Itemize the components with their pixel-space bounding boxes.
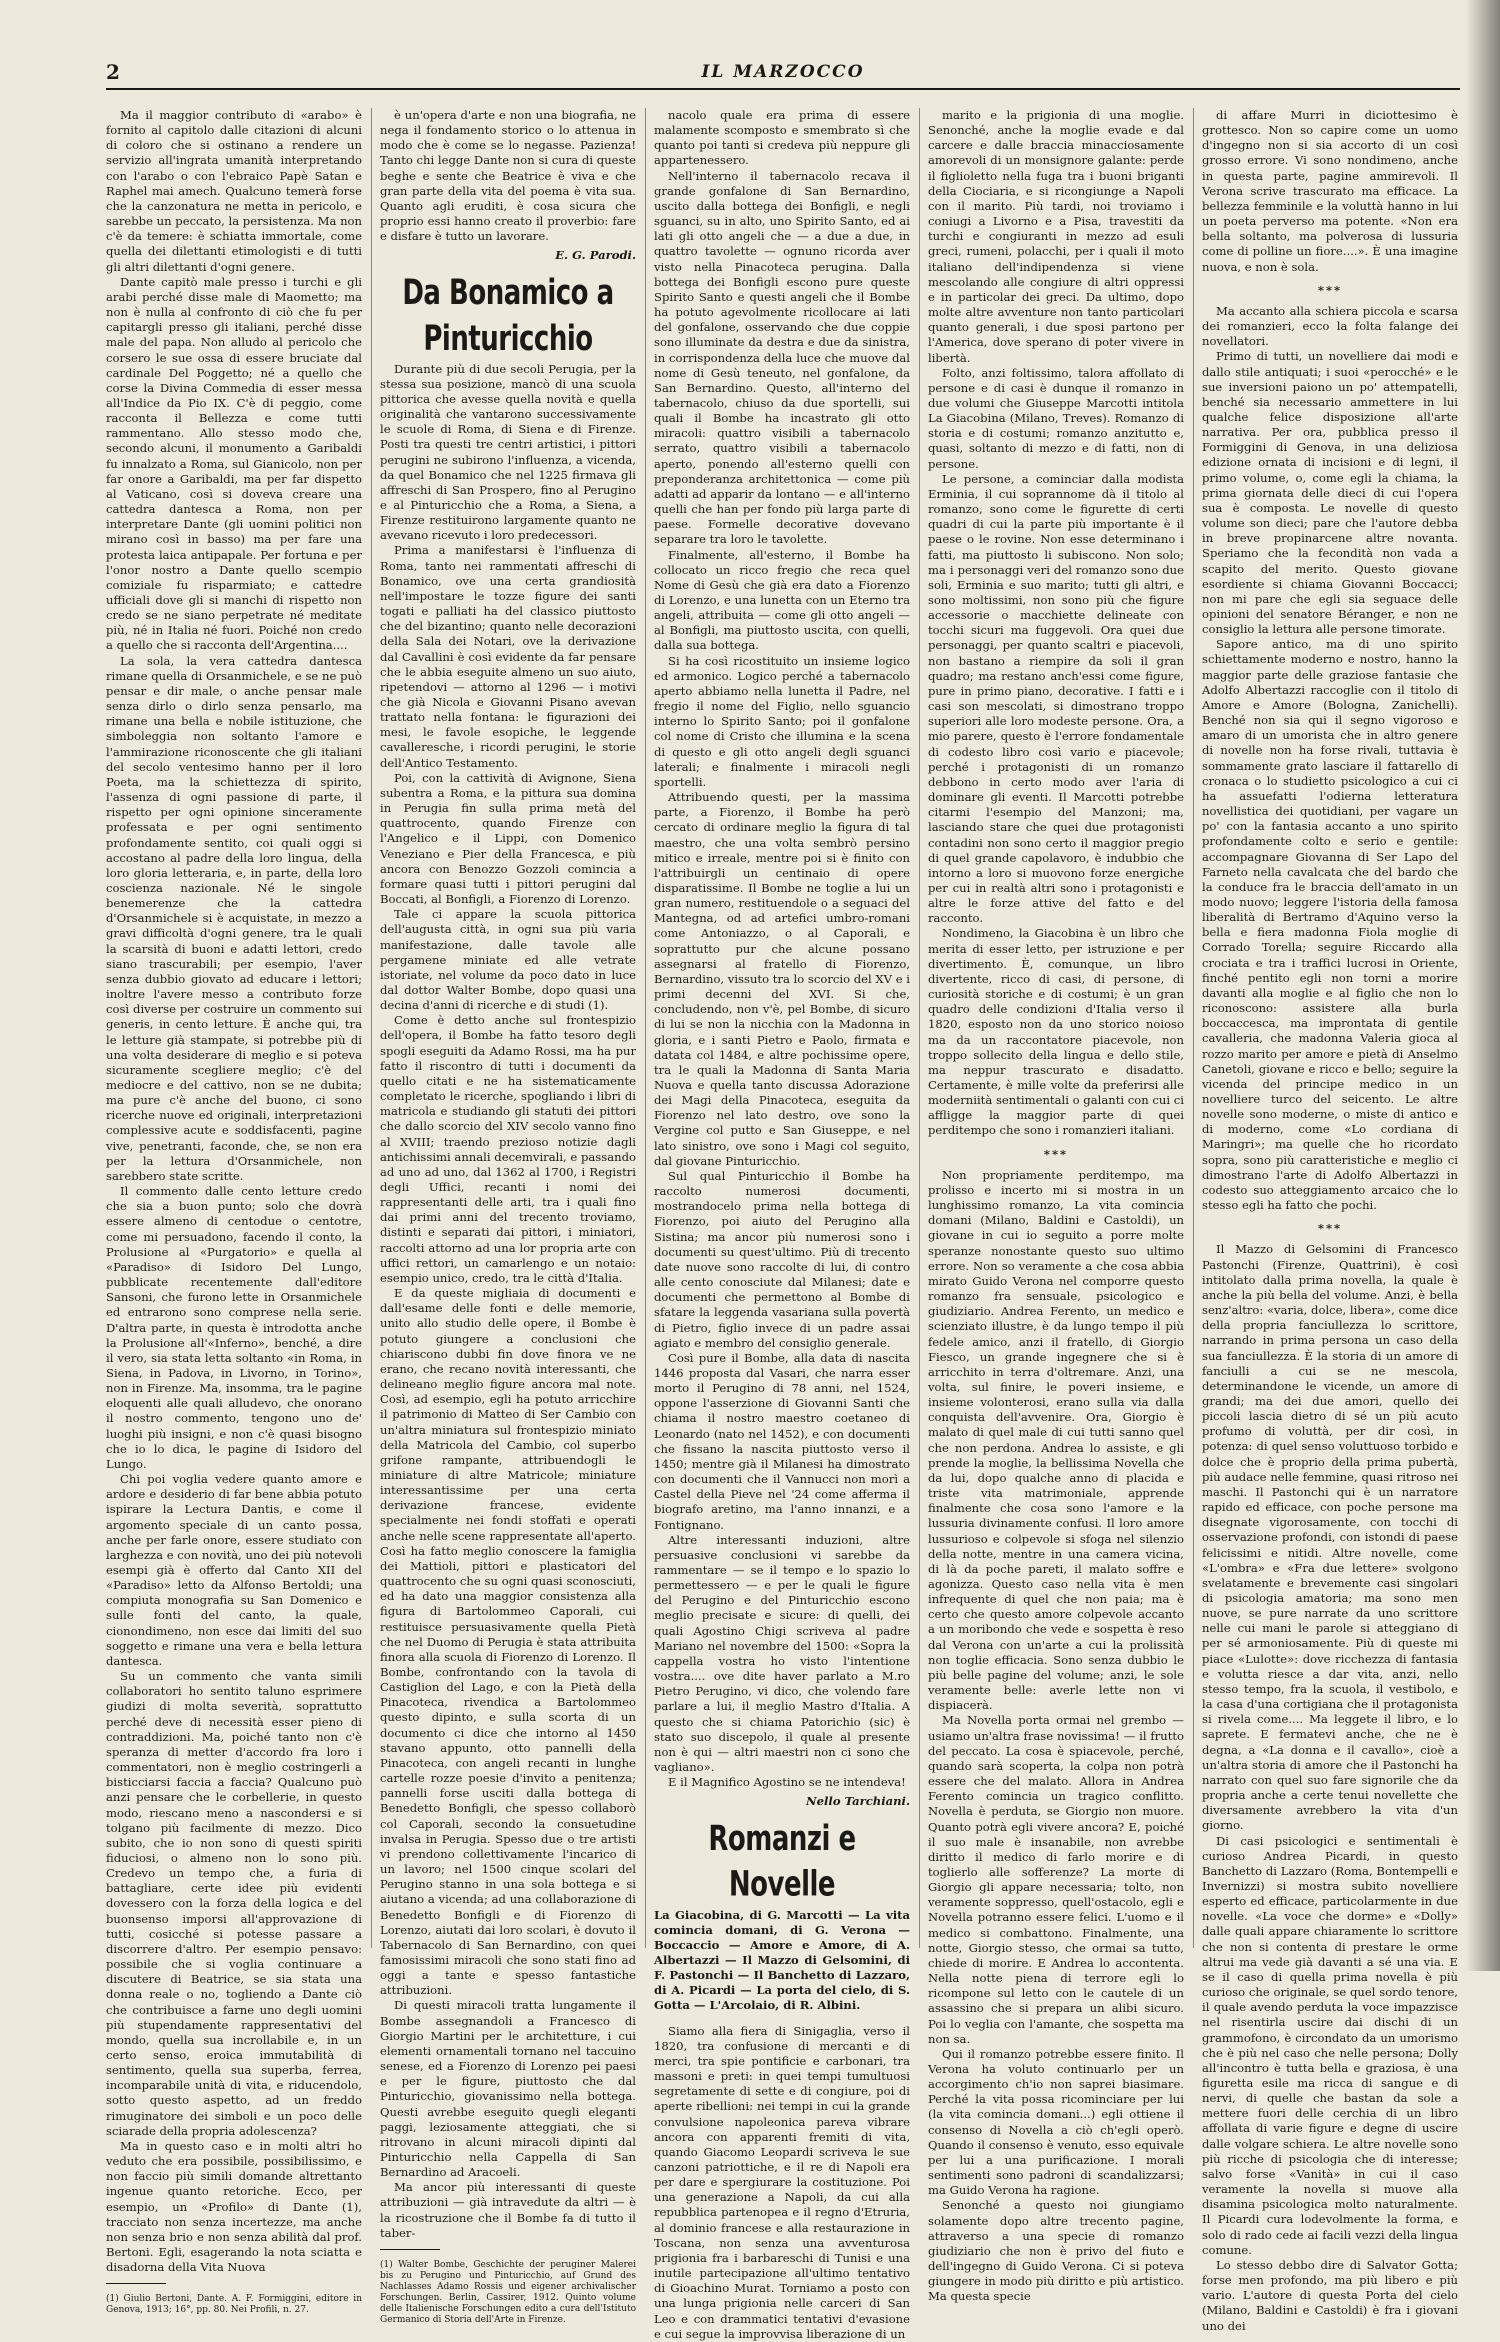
paragraph: Il commento dalle cento letture credo che sia a buon punto; solo che dovrà essere almeno di centodue o centotre, come mi persuadono, facendo il conto, la Prolusione al «Purgatorio» e quella al «Paradiso» di Isidoro Del Lungo, pubblicate recentemente dall'editore Sansoni, che furono lette in Orsanmichele ed entrarono sono comprese nella serie. D'altra parte, in questa è introdotta anche la Prolusione all'«Inferno», benché, a dire il vero, sia stata letta soltanto «in Roma, in Siena, in Padova, in Livorno, in Torino», non in Firenze. Ma, insomma, tra le pagine eloquenti alle quali alludevo, che onorano il nostro commento, tengono uno de' luoghi più insigni, e non c'è quasi bisogno che io lo dica, le pagine di Isidoro del Lungo. — [106, 1184, 362, 1471]
paragraph: Si ha così ricostituito un insieme logico ed armonico. Logico perché a tabernacolo aperto abbiamo nella lunetta il Padre, nel fregio il nome del Figlio, nello sguancio interno lo Spirito Santo; poi il gonfalone col nome di Cristo che illumina e la scena di questo e gli otto angeli degli sguanci laterali; e finalmente i miracoli negli sportelli. — [654, 653, 910, 789]
paragraph: Altre interessanti induzioni, altre persuasive conclusioni vi sarebbe da rammentare — se il tempo e lo spazio lo permettessero — e per le quali le figure del Perugino e del Pinturicchio escono meglio precisate e sicure: di quelli, dei quali Agostino Chigi scriveva al padre Mariano nel novembre del 1500: «Sopra la cappella vostra ho visto l'intentione vostra.... ove dite haver parlato a M.ro Pietro Perugino, vi dico, che volendo fare parlare a lui, il meglio Mastro d'Italia. A questo che si chiama Patorichio (sic) è stato suo discepolo, il quale al presente non è qui — altri maestri non ci sono che vagliano». — [654, 1532, 910, 1775]
reviewed-books-list: La Giacobina, di G. Marcotti — La vita comincia domani, di G. Verona — Boccaccio — Amore e Amore, di A. Albertazzi — Il Mazzo di Gelsomini, di F. Pastonchi — Il Banchetto di Lazzaro, di A. Picardi — La porta del cielo, di S. Gotta — L'Arcolaio, di R. Albini. — [654, 1907, 910, 2013]
column-rule — [371, 108, 372, 1948]
footnote: (1) Walter Bombe, Geschichte der peruginer Malerei bis zu Perugino und Pinturicchio, auf Grund des Nachlasses Adamo Rossis und eigener archivalischer Forschungen. Berlin, Cassirer, 1912. Quinto volume delle Italienische Forschungen edito a cura dell'Istituto Germanico di Storia dell'Arte in Firenze. — [380, 2259, 636, 2325]
section-separator: *** — [1317, 1221, 1343, 1236]
column-rule — [919, 108, 920, 1948]
footnote-divider — [106, 2283, 166, 2284]
paragraph: Ma Novella porta ormai nel grembo — usiamo un'altra frase novissima! — il frutto del peccato. La cosa è spiacevole, perché, quando sarà scoperta, la colpa non potrà essere che del malato. Allora in Andrea Ferento comincia un tragico conflitto. Novella è perduta, se Giorgio non muore. Quanto potrà egli vivere ancora? E, poiché il suo male è insanabile, non avrebbe diritto il medico di farlo morire e di toglierlo alle sofferenze? La morte di Giorgio gli appare necessaria; tolto, non veramente soppresso, quell'ostacolo, egli e Novella potranno essere felici. L'uomo e il medico si combattono. Finalmente, una notte, Giorgio stesso, che ormai sa tutto, chiede di morire. E Andrea lo accontenta. Nella notte piena di terrore egli lo ricompone sul letto con le cautele di un assassino che si prepara un alibi sicuro. Poi lo veglia con l'amante, che sospetta ma non sa. — [928, 1713, 1184, 2046]
paragraph: Siamo alla fiera di Sinigaglia, verso il 1820, tra confusione di mercanti e di merci, tra spie pontificie e carbonari, tra massoni e preti: in quei tempi tumultuosi segretamente di sette e di congiure, poi di aperte ribellioni: nei tempi in cui la grande convulsione napoleonica pareva vibrare ancora con apparenti fremiti di vita, quando Giacomo Leopardi scriveva le sue canzoni patriottiche, e il re di Napoli era per dare e spergiurare la costituzione. Poi una generazione a Napoli, da cui alla repubblica partenopea e il regno d'Etruria, al dominio francese e alla restaurazione in Toscana, non senza una avventurosa prigionia fra i barbareschi di Tunisi e una inutile partecipazione all'ultimo tentativo di Gioachino Murat. Torniamo a posto con una lunga prigionia nelle carceri di San Leo e con drammatici tentativi d'evasione e cui segue la improvvisa liberazione di un — [654, 2023, 910, 2341]
paragraph: Poi, con la cattività di Avignone, Siena subentra a Roma, e la pittura sua domina in Perugia fin sulla prima metà del quattrocento, quando Firenze con l'Angelico e il Lippi, con Domenico Veneziano e Pier della Francesca, e più ancora con Benozzo Gozzoli comincia a formare quasi tutti i pittori perugini dal Boccati, al Bonfigli, a Fiorenzo di Lorenzo. — [380, 770, 636, 907]
paragraph: Attribuendo questi, per la massima parte, a Fiorenzo, il Bombe ha però cercato di ordinare meglio la figura di tal maestro, che una volta sembrò persino mitico e irreale, mentre poi si è finito con l'attribuirgli un centinaio di opere disparatissime. Il Bombe ne toglie a lui un gran numero, restituendole o a seguaci del Mantegna, od ad artefici umbro-romani come Antoniazzo, o al Caporali, e soprattutto pur che alcune possano assegnarsi al fratello di Fiorenzo, Bernardino, vissuto tra lo scorcio del XV e i primi decenni del XVI. Si che, concludendo, non v'è, pel Bombe, di sicuro di lui se non la nicchia con la Madonna in gloria, e i santi Pietro e Paolo, firmata e datata col 1484, e altre pochissime opere, tra le quali la Madonna di Santa Maria Nuova e quella tanto discussa Adorazione dei Magi della Pinacoteca, eseguita da Fiorenzo nel lato destro, ove sono la Vergine col putto e San Giuseppe, e nel lato sinistro, ove sono i Magi col seguito, dal giovane Pinturicchio. — [654, 790, 910, 1168]
paragraph: E da queste migliaia di documenti e dall'esame delle fonti e delle memorie, unito allo studio delle opere, il Bombe è potuto giungere a conclusioni che chiariscono dubbi fin dove finora ve ne erano, che recano novità interessanti, che delineano meglio figure ancora mal note. Così, ad esempio, egli ha potuto arricchire il patrimonio di Matteo di Ser Cambio con un'altra miniatura sul frontespizio miniato della Matricola del Cambio, col superbo grifone rampante, attribuendogli le miniature di altre Matricole; miniature interessantissime per una certa derivazione francese, evidente specialmente nei fondi stoffati e operati anche nelle scene rappresentate all'aperto. Così ha fatto meglio conoscere la famiglia dei Mattioli, pittori e plasticatori del quattrocento che su ogni quasi sconosciuti, ed ha dato una maggior consistenza alla figura di Bartolommeo Caporali, cui restituisce persuasivamente quella Pietà che nel Duomo di Perugia è stata attribuita finora alla scuola di Fiorenzo di Lorenzo. Il Bombe, confrontando con la tavola di Castiglion del Lago, e con la Pietà della Pinacoteca, rivendica a Bartolommeo questo dipinto, e sulla scorta di un documento ci dice che intorno al 1450 stavano appunto, otto pannelli della Pinacoteca, con angeli recanti in lunghe cartelle rozze poesie d'invito a penitenza; pannelli forse usciti dalla bottega di Benedetto Bonfigli, che spesso collaborò col Caporali, secondo la consuetudine invalsa in Perugia. Spesso due o tre artisti vi prendono collettivamente l'incarico di un lavoro; nel 1500 cinque scolari del Perugino stanno in una sola bottega e si aiutano a vicenda; ad una collaborazione di Benedetto Bonfigli e di Fiorenzo di Lorenzo, aiutati dai loro scolari, è dovuto il Tabernacolo di San Bernardino, con quei famosissimi miracoli che sono stati fino ad oggi a tante e spesso fantastiche attribuzioni. — [380, 1286, 636, 1998]
author-signature: E. G. Parodi. — [555, 248, 636, 263]
paragraph: Tale ci appare la scuola pittorica dell'augusta città, in ogni sua più varia manifestazione, dalle tavole alle pergamene miniate ed alle vetrate istoriate, nel volume da poco dato in luce dal dottor Walter Bombe, dopo quasi una decina d'anni di ricerche e di studi (1). — [380, 907, 636, 1013]
section-separator: *** — [1043, 1146, 1069, 1161]
paragraph: Su un commento che vanta simili collaboratori ho sentito taluno esprimere giudizi di molta severità, soprattutto perché deve di necessità esser pieno di contraddizioni. Ma, poiché tanto non c'è speranza di metter d'accordo fra loro i commentatori, non è meglio costringerli a bisticciarsi faccia a faccia? Qualcuno può anzi pensare che le corbellerie, in questo modo, riescano meno a nascondersi e si tolgano più facilmente di mezzo. Dico subito, che io non sono di questi spiriti fiduciosi, o almeno non lo sono più. Credevo un tempo che, a furia di battagliare, certe idee più evidenti dovessero con la forza della logica e del buonsenso imporsi all'approvazione di tutti, cosicché si potesse passare a discorrere d'altro. Per esempio pensavo: possibile che si voglia continuare a discutere di Beatrice, se sia stata una donna reale o no, togliendo a Dante ciò che contribuisce a farne uno degli uomini più stupendamente rappresentativi del mondo, quella sua incrollabile e, in un certo senso, eroica immutabilità di sentimento, quella sua superba, ferrea, incomparabile unità di vita, e riducendolo, sotto questo aspetto, ad un freddo rimuginatore dei simboli e un poco delle sciarade della propria adolescenza? — [106, 1669, 362, 2138]
paragraph: Ma accanto alla schiera piccola e scarsa dei romanzieri, ecco la folta falange dei novellatori. — [1202, 303, 1458, 349]
paragraph: Qui il romanzo potrebbe essere finito. Il Verona ha voluto continuarlo per un accorgimento ch'io non saprei biasimare. Perché la vita possa ricominciare per lui (la vita comincia domani...) egli ottiene il consenso di Novella a ciò ch'egli operò. Quando il consenso è venuto, esso equivale per lui a una purificazione. I morali sentimenti sono padroni di scandalizzarsi; ma Guido Verona ha ragione. — [928, 2046, 1184, 2198]
paragraph: Ma il maggior contributo di «arabo» è fornito al capitolo dalle citazioni di alcuni di coloro che si ostinano a rendere un servizio all'ingrata umanità interpretando con l'arabo o con l'ebraico Papè Satan e Raphel mai amech. Qualcuno temerà forse che la canzonatura ne metta in pericolo, e sarebbe un peccato, la persistenza. Ma non c'è da temere: è schiatta immortale, come quella dei dilettanti etimologisti e di tutti gli altri dilettanti d'ogni genere. — [106, 108, 362, 274]
paragraph: La sola, la vera cattedra dantesca rimane quella di Orsanmichele, e se ne può pensar e dir male, o anche pensar male senza dirlo o dirlo senza pensarlo, ma rimane una bella e nobile istituzione, che simboleggia non soltanto l'amore e l'ammirazione riconoscente che gli italiani del secolo ventesimo hanno per il loro Poeta, ma la schiettezza di spirito, l'assenza di ogni passione di parte, il rispetto per ogni opinione sinceramente professata e per ogni sentimento profondamente sentito, coi quali oggi si accostano al padre della loro lingua, della loro gloria letteraria, e, in parte, della loro coscienza nazionale. Né le singole benemerenze che la cattedra d'Orsanmichele si è acquistate, in mezzo a gravi difficoltà d'ogni genere, tra le quali la scarsità di buoni e adatti lettori, credo siano trascurabili; per esempio, l'aver senza dubbio giovato ad educare i lettori; inoltre l'avere messo a contributo forze così diverse per costruire un commento sui generis, in cento letture. È anche qui, tra le letture già stampate, si potrebbe più di una volta desiderare di meglio e si poteva sicuramente scegliere meglio; c'è del mediocre e del cattivo, non se ne dubita; ma pure c'è anche del buono, ci sono ricerche nuove ed originali, interpretazioni complessive acute e soddisfacenti, pagine vive, penetranti, faconde, che, se non era per la lettura d'Orsanmichele, non sarebbero state scritte. — [106, 653, 362, 1183]
paragraph: Non propriamente perditempo, ma prolisso e incerto mi si mostra in un lunghissimo romanzo, La vita comincia domani (Milano, Baldini e Castoldi), un giovane in cui io seguito a porre molte speranze nonostante questo suo ultimo errore. Non so veramente a che cosa abbia mirato Guido Verona nel comporre questo romanzo fra sensuale, psicologico e giudiziario. Andrea Ferento, un medico e scienziato illustre, è da lungo tempo il più fedele amico, anzi il fratello, di Giorgio Fiesco, un grande ingegnere che si è arricchito in terra d'oltremare. Anzi, una volta, sul finire, le poveri insieme, e insieme volonterosi, erano sulla via dalla conquista dell'avvenire. Ora, Giorgio è malato di quel male di cui tutti sanno quel che non perdona. Andrea lo assiste, e gli prende la moglie, la bellissima Novella che da lui, dopo qualche anno di placida e triste vita matrimoniale, apprende finalmente che cosa sono l'amore e la lussuria divinamente confusi. Il loro amore lussurioso e colpevole si sfoga nel silenzio della notte, mentre in una camera vicina, di là da poche pareti, il malato soffre e agonizza. Questo caso nella vita è men infrequente di quel che non paia; ma è certo che questo amore colpevole accanto a un moribondo che vede e sospetta è reso dal Verona con un'arte a cui la prolissità non toglie efficacia. Sono senza dubbio le più belle pagine del volume; anzi, le sole veramente belle: averle lette non vi dispiacerà. — [928, 1167, 1184, 1713]
paragraph: Folto, anzi foltissimo, talora affollato di persone e di casi è dunque il romanzo in due volumi che Giuseppe Marcotti intitola La Giacobina (Milano, Treves). Romanzo di storia e di costumi; romanzo anzitutto e, quasi, soltanto di mezzo e di fatti, non di persone. — [928, 365, 1184, 471]
paragraph: Di questi miracoli tratta lungamente il Bombe assegnandoli a Francesco di Giorgio Martini per le architetture, i cui elementi ornamentali tornano nel taccuino senese, ed a Fiorenzo di Lorenzo pei paesi e per le figure, piuttosto che dal Pinturicchio, giovanissimo nella bottega. Questi avrebbe eseguito quegli eleganti paggi, leziosamente atteggiati, che si ritrovano in alcuni miracoli dipinti dal Pinturicchio nella Cappella di San Bernardino ad Aracoeli. — [380, 1998, 636, 2180]
paragraph: Nondimeno, la Giacobina è un libro che merita di esser letto, per istruzione e per divertimento. È, comunque, un libro divertente, ricco di casi, di persone, di curiosità storiche e di costumi; è un gran quadro delle condizioni d'Italia verso il 1820, esposto non da uno storico noioso ma da un raccontatore piacevole, non troppo sollecito della lingua e dello stile, ma neppur trascurato e disadatto. Certamente, è mille volte da preferirsi alle moderniità sentimentali o galanti con cui ci affligge la maggior parte di quei perditempo che sono i romanzieri italiani. — [928, 926, 1184, 1138]
paragraph: Dante capitò male presso i turchi e gli arabi perché disse male di Maometto; ma non è nulla al confronto di ciò che fu per capitargli presso gli italiani, perché disse male del papa. Non alludo al pericolo che corsero le sue ossa di essere bruciate dal cardinale Del Poggetto; né a quello che corse la Divina Commedia di esser messa all'Indice da Pio IX. C'è di peggio, come racconta il Bellezza e come tutti rammentano. Allo stesso modo che, secondo alcuni, il monumento a Garibaldi fu innalzato a Roma, sul Gianicolo, non per far onore a Garibaldi, ma per far dispetto al Vaticano, così si doveva creare una cattedra dantesca a Roma, non per interpretare Dante (gli uomini politici non mirano così in basso) ma per fare una protesta laica antipapale. Per fortuna e per l'onor nostro a Dante quello scempio comiziale fu risparmiato; e cattedre ufficiali dove gli si manchi di rispetto non credo se ne siano perpetrate né meditate più, né in Italia né fuori. Poiché non credo a quello che si racconta dell'Argentina.... — [106, 274, 362, 653]
paragraph: nacolo quale era prima di essere malamente scomposto e smembrato sì che quanto poi tanti si credeva più neppure gli appartenessero. — [654, 108, 910, 168]
paragraph: marito e la prigionia di una moglie. Senonché, anche la moglie evade e dal carcere e dalle braccia minacciosamente amorevoli di un monsignore galante: perde il figlioletto nella fuga tra i buoni briganti della Ciociaria, e si ricongiunge a Napoli con il marito. Più tardi, noi troviamo i coniugi a Livorno e a Pisa, travestiti da turchi e congiuranti in mezzo ad esuli greci, rumeni, polacchi, per i quali il moto italiano dell'indipendenza si viene mescolando alle congiure di altri oppressi e in particolar dei greci. Da ultimo, dopo molte altre avventure non tanto particolari quanto generali, i due sposi partono per l'America, dove sperano di poter vivere in libertà. — [928, 108, 1184, 365]
paragraph: Il Mazzo di Gelsomini di Francesco Pastonchi (Firenze, Quattrini), è così intitolato dalla prima novella, la quale è anche la più bella del volume. Anzi, è bella senz'altro: «varia, dolce, libera», come dice della propria fanciullezza lo scrittore, narrando in prima persona un caso della sua fanciullezza. È la storia di un amore di fanciulli a cui se ne mescola, determinandone le vicende, un amore di grandi; ma dei due amori, quello dei piccoli lascia dietro di sé un più acuto profumo di voluttà, per dir così, in potenza: di quel senso voluttuoso torbido e dolce che è proprio della prima pubertà, più audace nelle femmine, quasi ritroso nei maschi. Il Pastonchi qui è un narratore rapido ed efficace, con poche persone ma disegnate vigorosamente, con tocchi di osservazione profondi, con istondi di paese felicissimi e nitidi. Altre novelle, come «L'ombra» e «Fra due lettere» svolgono svelatamente e brevemente casi singolari di psicologia amatoria; ma sono men nuove, se pure narrate da uno scrittore nelle cui mani le parole si atteggiano di per sé armoniosamente. Più di queste mi piace «Lulotte»: dove ricchezza di fantasia e volutta riesce a dar vita, anzi, nello stesso tempo, fra la scuola, il vestibolo, e la casa d'una cortigiana che il protagonista si rivela come.... Ma leggete il libro, e lo saprete. E fermatevi anche, che ne è degna, a «La donna e il cavallo», cioè a un'altra storia di amore che il Pastonchi ha narrato con quel suo fare signorile che da propria anche a certe tenui novellette che diversamente avrebbero la vita d'un giorno. — [1202, 1242, 1459, 1833]
paragraph: Nell'interno il tabernacolo recava il grande gonfalone di San Bernardino, uscito dalla bottega dei Bonfigli, e negli sguanci, su in alto, uno Spirito Santo, ed ai lati gli otto angeli che — a due a due, in quattro tavolette — ognuno ricorda aver visto nella Pinacoteca perugina. Dalla bottega dei Bonfigli escono pure queste Spirito Santo e questi angeli che il Bombe ha potuto agevolmente ricollocare ai lati del gonfalone, osservando che due coppie sono illuminate da destra e due da sinistra, in corrispondenza della luce che muove dal nome di Gesù teneuto, nel gonfalone, da San Bernardino. Questo, all'interno del tabernacolo, chiuso da due sportelli, sui quali il Bombe ha incastrato gli otto miracoli: quattro visibili a tabernacolo serrato, quattro visibili a tabernacolo aperto, ponendo all'esterno quelli con preponderanza architettonica — come più adatti ad apparir da lontano — e all'interno quelli che han per fondo più larga parte di paese. Formelle decorative dovevano separare tra loro le tavolette. — [654, 168, 910, 547]
column-4 — [928, 108, 1184, 2304]
paragraph: Come è detto anche sul frontespizio dell'opera, il Bombe ha fatto tesoro degli spogli eseguiti da Adamo Rossi, ma ha pur fatto il riscontro di tutti i documenti da quello citati e ne ha sistematicamente completato le ricerche, spogliando i libri di matricola e studiando gli statuti dei pittori che dallo scorcio del XIV secolo vanno fino al XVIII; traendo prezioso notizie dagli antichissimi annali decemvirali, e passando ad uno ad uno, dal 1362 al 1700, i Registri degli Uffici, recanti i nomi dei rappresentanti delle arti, tra i quali fino dai primi anni del trecento troviamo, distinti e separati dai pittori, i miniatori, raccolti attorno ad una lor propria arte con uffici rettori, un camarlengo e un notaio: esempio unico, credo, tra le città d'Italia. — [380, 1013, 636, 1285]
paragraph: Chi poi voglia vedere quanto amore e ardore e desiderio di far bene abbia potuto ispirare la Lectura Dantis, e come il argomento speciale di un canto possa, anche per farle onore, essere studiato con larghezza e con novità, uno dei più notevoli esempi già è offerto dal Canto XII del «Paradiso» letto da Alfonso Bertoldi; una compiuta monografia su San Domenico e sulle fonti del canto, la quale, cionondimeno, non esce dai limiti del suo soggetto e rimane una vera e bella lettura dantesca. — [106, 1472, 363, 1668]
paragraph: Sapore antico, ma di uno spirito schiettamente moderno e nostro, hanno la maggior parte delle graziose fantasie che Adolfo Albertazzi raccoglie con il titolo di Amore e Amore (Bologna, Zanichelli). Benché non sia qui il segno vigoroso e amaro di un umorista che in altro genere di novelle non ha forse rivali, tuttavia è sommamente grato lasciare il fattarello di cronaca o lo studietto psicologico a cui ci ha assuefatti l'odierna letteratura novellistica dei quotidiani, per vagare un po' con la fantasia accanto a uno spirito profondamente colto e serio e gentile: accompagnare Giovanna di Ser Lapo del Farneto nella cavalcata che del bardo che la conduce fra le braccia dell'amato in un modo nuovo; leggere l'istoria della famosa liberalità di Bertramo d'Aquino verso la bella e fiera madonna Fiola moglie di Corrado Torella; seguire Riccardo alla crociata e tra i traffici lucrosi in Oriente, finché pentito egli non torni a morire davanti alla moglie e al figlio che non lo riconoscono: assistere alla burla boccaccesca, ma improntata di gentile cavalleria, che madonna Valeria gioca al rozzo marito per amore e pietà di Anselmo Canetoli, giovane e ricco e bello; seguire la vicenda del principe medico in un novelliere turco del seicento. Le altre novelle sono moderne, o miste di antico e di moderno, come «Lo cordiana di Maringri»; ma quelle che ho ricordato sopra, sono più caratteristiche e meglio ci dimostrano l'arte di Adolfo Albertazzi in codesto suo atteggiamento arcaico che lo stesso egli ha fatto che pochi. — [1202, 637, 1458, 1213]
column-1 — [106, 108, 363, 2316]
paragraph: Le persone, a cominciar dalla modista Erminia, il cui soprannome dà il titolo al romanzo, sono come le figurette di certi quadri di cui la parte più importante è il paese o le rovine. Non esse determinano i fatti, ma piuttosto li subiscono. Non solo; ma i personaggi veri del romanzo sono due soli, Erminia e suo marito; tutti gli altri, e sono moltissimi, non sono più che figure accessorie o macchiette delineate con tocchi sicuri ma fuggevoli. Ora quei due personaggi, per quanto scaltri e piacevoli, non bastano a riempire da soli il gran quadro; ma restano anch'essi come figure, pure in primo piano, decorative. I fatti e i casi son mescolati, si dimostrano troppo superiori alle loro modeste persone. Ora, a mio parere, questo è l'errore fondamentale di codesto libro così vario e piacevole; perché i protagonisti di un romanzo debbono in certo modo aver l'aria di dominare gli eventi. Il Marcotti potrebbe citarmi l'esempio del Manzoni; ma, lasciando stare che quei due protagonisti contadini non sono certo il maggior pregio di quel grande capolavoro, è indubbio che intorno a loro si muovono forze energiche per cui in realtà altri sono i protagonisti e altre le forze attive del fatto e del racconto. — [928, 471, 1184, 926]
paragraph: Lo stesso debbo dire di Salvator Gotta; forse men profondo, ma più libero e più vario. L'autore di questa Porta del cielo (Milano, Baldini e Castoldi) è fra i giovani uno dei — [1202, 2257, 1458, 2333]
paragraph: Ma ancor più interessanti di queste attribuzioni — già intravedute da altri — è la ricostruzione che il Bombe fa di tutto il taber- — [380, 2180, 636, 2240]
page-edge-shadow — [1466, 0, 1500, 1971]
article-title: Da Bonamico a Pinturicchio — [402, 272, 614, 359]
column-3 — [654, 108, 910, 2341]
author-signature: Nello Tarchiani. — [806, 1794, 910, 1809]
section-separator: *** — [1317, 282, 1343, 297]
paragraph: Senonché a questo noi giungiamo solamente dopo altre trecento pagine, attraverso a una specie di romanzo giudiziario che non è privo del fiuto e dell'ingegno di Guido Verona. Ci si poteva giungere in modo più diritto e più artistico. Ma questa specie — [928, 2198, 1184, 2304]
paragraph: Durante più di due secoli Perugia, per la stessa sua posizione, mancò di una scuola pittorica che avesse quella novità e quella originalità che vantarono successivamente le scuole di Roma, di Siena e di Firenze. Posti tra questi tre centri artistici, i pittori perugini ne subirono l'influenza, a vicenda, da quel Bonamico che nel 1225 firmava gli affreschi di San Prospero, fino al Perugino e al Pinturicchio che a Roma, a Siena, a Firenze restituirono largamente quanto ne avevano ricevuto i loro predecessori. — [380, 361, 636, 543]
paragraph: Ma in questo caso e in molti altri ho veduto che era possibile, possibilissimo, e non faccio più simili domande altrettanto ingenue quanto retoriche. Ecco, per esempio, un «Profilo» di Dante (1), tracciato non senza incertezze, ma anche non senza brio e non senza abilità dal prof. Bertoni. Egli, esagerando la nota sciatta e disadorna della Vita Nuova — [106, 2138, 362, 2275]
footnote: (1) Giulio Bertoni, Dante. A. F. Formiggini, editore in Genova, 1913; 16°, pp. 80. Nei Profili, n. 27. — [106, 2294, 362, 2316]
paragraph: Così pure il Bombe, alla data di nascita 1446 proposta dal Vasari, che narra esser morto il Perugino di 78 anni, nel 1524, oppone l'asserzione di Giovanni Santi che chiama il nostro maestro coetaneo di Leonardo (nato nel 1452), e con documenti che fissano la nascita piuttosto verso il 1450; mentre già il Milanesi ha dimostrato con documenti che il Vannucci non morì a Castel della Pieve nel '24 come afferma il biografo aretino, ma l'anno innanzi, e a Fontignano. — [654, 1350, 910, 1532]
column-2 — [380, 108, 636, 2325]
article-title: Romanzi e Novelle — [708, 1818, 856, 1905]
paragraph: è un'opera d'arte e non una biografia, ne nega il fondamento storico o lo attenua in modo che è come se lo negasse. Pazienza! Tanto chi legge Dante non si cura di queste beghe e sente che Beatrice è viva e che gran parte della vita del poema è vita sua. Quanto agli eruditi, è cosa sicura che proprio essi hanno creato il proverbio: fare e disfare è tutto un lavorare. — [380, 108, 636, 244]
paragraph: Prima a manifestarsi è l'influenza di Roma, tanto nei rammentati affreschi di Bonamico, ove una certa grandiosità nell'impostare le tozze figure dei santi togati e palliati ha del classico piuttosto che del bizantino; quanto nelle decorazioni della Sala dei Notari, ove la derivazione dal Cavallini è così evidente da far pensare che le abbia eseguite almeno un suo aiuto, ripetendovi — attorno al 1296 — i motivi che già Nicola e Giovanni Pisano avevan trattato nella fontana: le figurazioni dei mesi, le favole esopiche, le leggende cavalleresche, i ricordi perugini, le storie dell'Antico Testamento. — [380, 543, 636, 770]
masthead: IL MARZOCCO — [701, 62, 865, 82]
column-rule — [645, 108, 646, 1948]
footnote-divider — [380, 2249, 440, 2250]
column-5 — [1202, 108, 1459, 2333]
column-rule — [1193, 108, 1194, 1948]
paragraph: Primo di tutti, un novelliere dai modi e dallo stile antiquati; i suoi «perocché» e le sue inversioni paiono un po' attempatelli, benché sia necessario ammettere in lui qualche felice disposizione all'arte narrativa. Per ora, pubblica presso il Formiggini di Genova, in una deliziosa edizione ornata di incisioni e di legni, il primo volume, o, come egli la chiama, la prima giornata delle dieci di cui l'opera sua è composta. Le novelle di questo volume son dieci; pare che l'autore debba in breve propinarcene altre novanta. Speriamo che la fecondità non vada a scapito del merito. Questo giovane esordiente si chiama Giovanni Boccacci; non mi pare che egli sia seguace delle opinioni del senatore Béranger, e non ne consiglio la lettura alle persone timorate. — [1202, 349, 1458, 637]
paragraph: Di casi psicologici e sentimentali è curioso Andrea Picardi, in questo Banchetto di Lazzaro (Roma, Bontempelli e Invernizzi) si mostra subito novelliere esperto ed efficace, particolarmente in due novelle. «La voce che dorme» e «Dolly» dalle quali appare chiaramente lo scrittore che non si contenta di prestare le orme altrui ma vede già davanti a sé una via. E se il caso di quella prima novella è più curioso che originale, se quel sordo tenore, il quale avendo perduta la voce impazzisce nel risentirla uscire dai dischi di un grammofono, è circondato da un umorismo che è più nel caso che nelle persona; Dolly all'incontro è tutta bella e graziosa, è una figuretta esile ma ricca di sangue e di nervi, di quelle che bastan da sole a mettere fuori delle cerchia di un libro affollata di varie figure e degne di uscire dalle volgare schiera. Le altre novelle sono più ricche di psicologia che di interesse; salvo forse «Vanità» in cui il caso veramente la novella si muove alla disamina psicologica molto naturalmente. Il Picardi cura lodevolmente la forma, e solo di rado cede ai facili vezzi della lingua comune. — [1202, 1833, 1458, 2257]
paragraph: Sul qual Pinturicchio il Bombe ha raccolto numerosi documenti, mostrandocelo prima nella bottega di Fiorenzo, poi aiuto del Perugino alla Sistina; ma ancor più numerosi sono i documenti su quest'ultimo. Più di trecento date nuove sono raccolte di lui, di contro alle cento conosciute dal Milanesi; date e documenti che permettono al Bombe di sfatare la leggenda vasariana sulla povertà di Pietro, figlio invece di un padre assai agiato e membro del consiglio generale. — [654, 1168, 910, 1350]
page-number: 2 — [106, 60, 120, 84]
paragraph: di affare Murri in diciottesimo è grottesco. Non so capire come un uomo d'ingegno non si sia accorto di un così grosso errore. Vi sono nondimeno, anche in questa parte, pagine ammirevoli. Il Verona scrive trascurato ma efficace. La bellezza femminile e la voluttà hanno in lui un poeta perverso ma potente. «Non era bella soltanto, ma polverosa di lussuria come di polline un fiore....». È una imagine nuova, e non è sola. — [1202, 108, 1458, 274]
paragraph: Finalmente, all'esterno, il Bombe ha collocato un ricco fregio che reca quel Nome di Gesù che già era dato a Fiorenzo di Lorenzo, e una lunetta con un Eterno tra angeli, attribuita — come gli otto angeli — al Bonfigli, ma piuttosto uscita, con quelli, dalla sua bottega. — [654, 547, 910, 653]
page-header — [106, 38, 1460, 90]
paragraph: E il Magnifico Agostino se ne intendeva! — [668, 1775, 906, 1790]
